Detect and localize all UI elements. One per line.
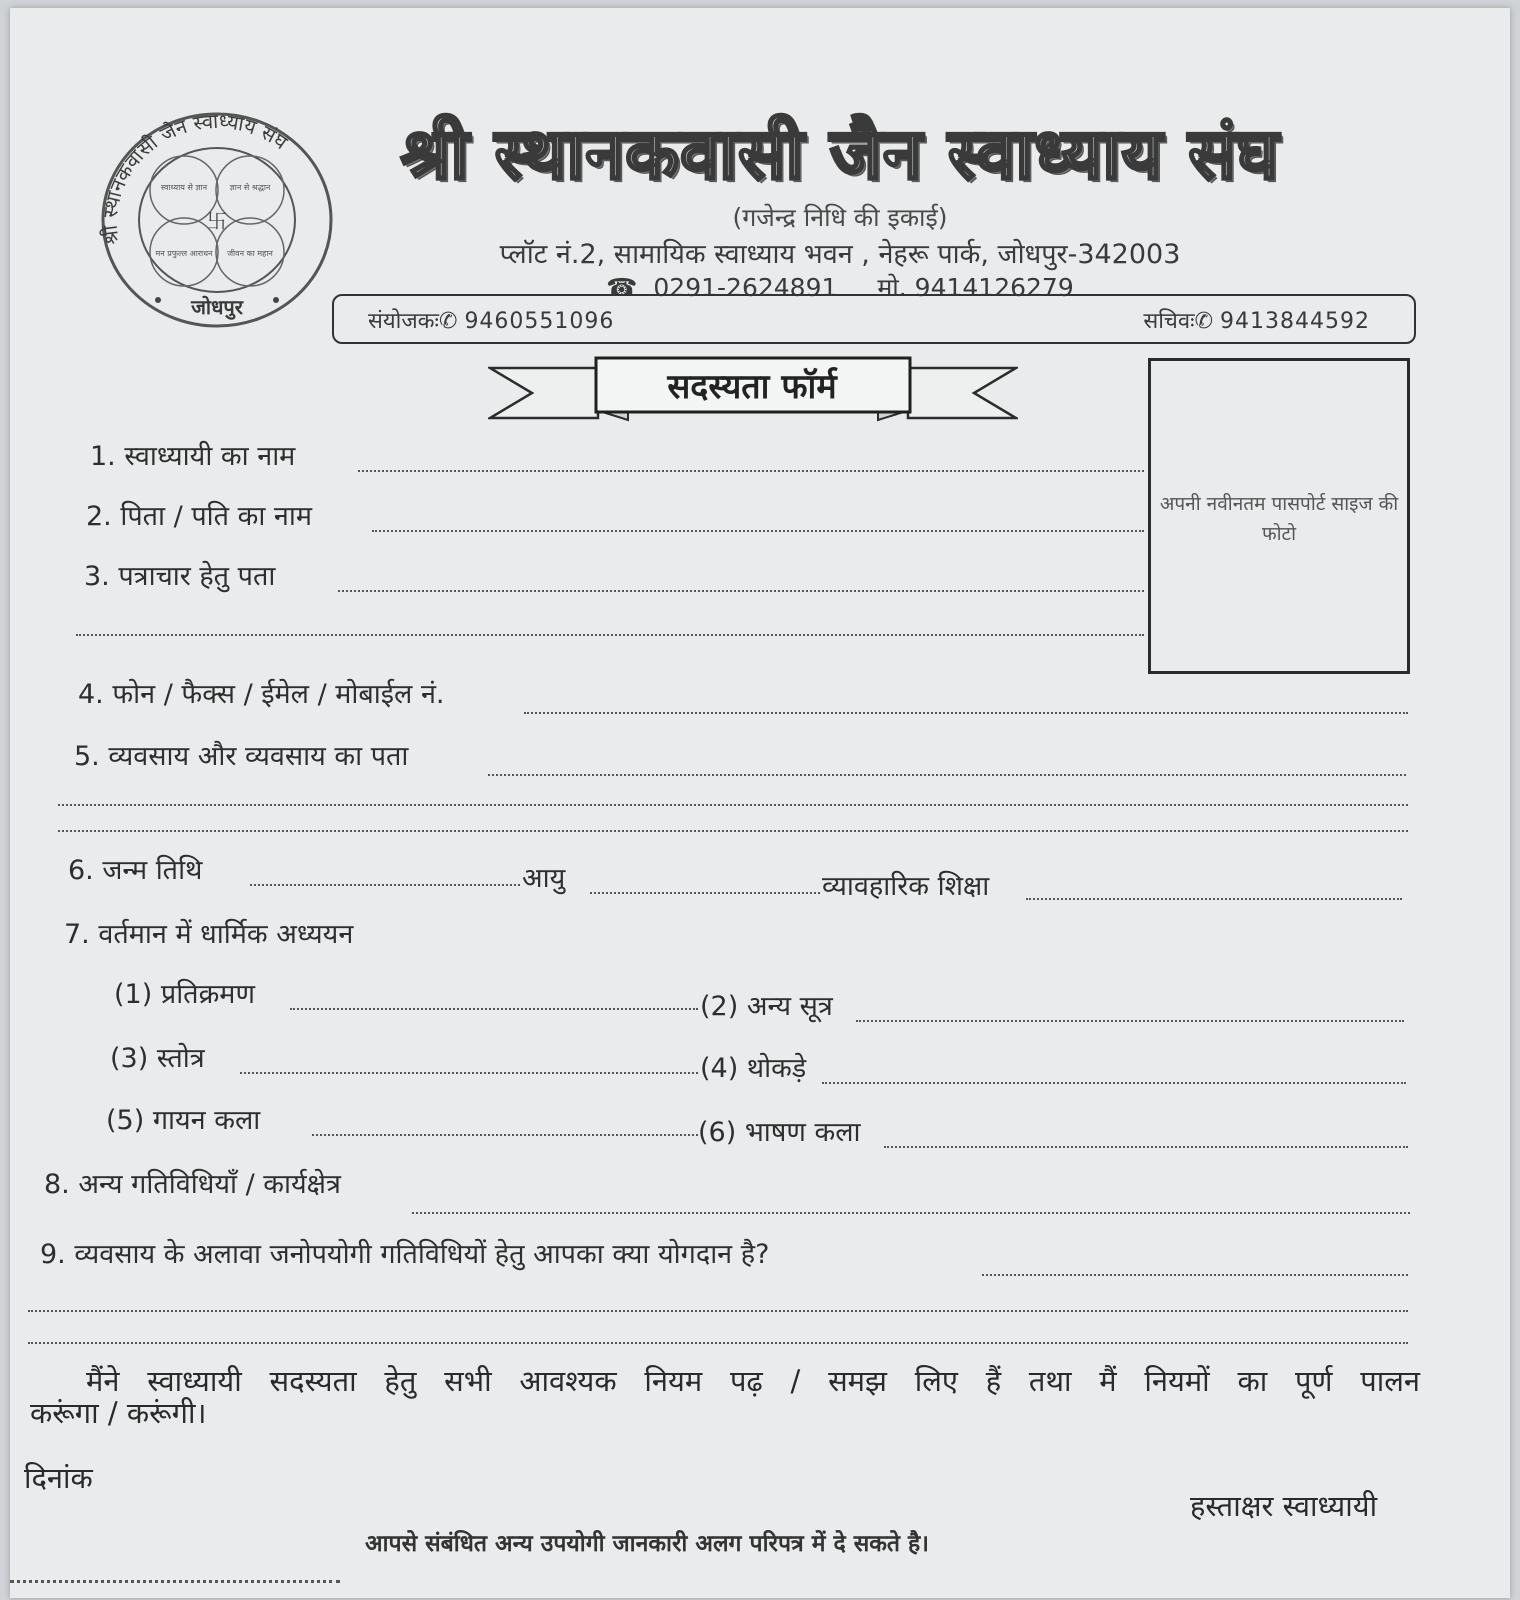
education-input-line[interactable] [1026, 898, 1402, 900]
convener-label: संयोजकः [368, 309, 439, 334]
occupation-input-line-2[interactable] [58, 804, 1408, 806]
contribution-input-line-3[interactable] [28, 1342, 1408, 1344]
occupation-input-line-3[interactable] [58, 830, 1408, 832]
thokde-input-line[interactable] [822, 1082, 1406, 1084]
contribution-input-line-1[interactable] [982, 1274, 1408, 1276]
pratikraman-input-line[interactable] [290, 1008, 698, 1010]
field-label-phone-email: 4. फोन / फैक्स / ईमेल / मोबाईल नं. [78, 679, 445, 710]
birthdate-input-line[interactable] [250, 884, 520, 886]
contact-box [332, 294, 1416, 344]
singing-input-line[interactable] [312, 1134, 698, 1136]
declaration-line-2: करूंगा / करूंगी। [30, 1396, 207, 1430]
organization-address: प्लॉट नं.2, सामायिक स्वाध्याय भवन , नेहरू पार्क, जोधपुर-342003 [499, 239, 1181, 270]
secretary-number: 9413844592 [1220, 309, 1370, 334]
photo-instruction: अपनी नवीनतम पासपोर्ट साइज की फोटो [1159, 493, 1399, 545]
field-label-occupation: 5. व्यवसाय और व्यवसाय का पता [74, 741, 409, 772]
svg-text:ज्ञान से श्रद्धान: ज्ञान से श्रद्धान [229, 183, 271, 192]
svg-text:जोधपुर: जोधपुर [191, 295, 243, 319]
field-label-address: 3. पत्राचार हेतु पता [84, 561, 276, 592]
svg-text:स्वाध्याय से ज्ञान: स्वाध्याय से ज्ञान [160, 183, 208, 192]
sangh-seal-logo [98, 108, 336, 332]
address-input-line-2[interactable] [76, 634, 1144, 636]
contribution-input-line-2[interactable] [28, 1310, 1408, 1312]
footer-note: आपसे संबंधित अन्य उपयोगी जानकारी अलग परिपत्र में दे सकते है। [365, 1531, 929, 1557]
address-input-line-1[interactable] [338, 590, 1144, 592]
svg-text:श्री स्थानकवासी जैन स्वाध्याय: श्री स्थानकवासी जैन स्वाध्याय संघ [98, 108, 293, 247]
study-label-other-sutra: (2) अन्य सूत्र [700, 991, 833, 1022]
field-label-religious-study: 7. वर्तमान में धार्मिक अध्ययन [64, 919, 354, 950]
study-label-thokde: (4) थोकड़े [700, 1053, 807, 1084]
field-label-age: आयु [522, 863, 566, 894]
secretary-label: सचिवः [1143, 309, 1195, 334]
field-label-contribution: 9. व्यवसाय के अलावा जनोपयोगी गतिविधियों हेतु आपका क्या योगदान है? [40, 1239, 770, 1270]
field-label-education: व्यावहारिक शिक्षा [822, 871, 990, 902]
phone-icon: ✆ [1194, 309, 1214, 334]
field-label-name: 1. स्वाध्यायी का नाम [90, 441, 296, 472]
form-title: सदस्यता फॉर्म [667, 367, 837, 407]
study-label-speech: (6) भाषण कला [698, 1117, 861, 1148]
stotra-input-line[interactable] [240, 1072, 698, 1074]
convener-contact [368, 305, 614, 335]
father-husband-input-line[interactable] [372, 530, 1144, 532]
svg-text:मन प्रफुल्ल आराधन: मन प्रफुल्ल आराधन [155, 249, 213, 258]
secretary-contact [1143, 305, 1370, 335]
phone-icon: ✆ [439, 309, 458, 334]
study-label-pratikraman: (1) प्रतिक्रमण [114, 979, 255, 1010]
declaration-line-1: मैंने स्वाध्यायी सदस्यता हेतु सभी आवश्यक नियम पढ़ / समझ लिए हैं तथा मैं नियमों का पूर्ण पालन [86, 1364, 1420, 1398]
organization-title: श्री स्थानकवासी जैन स्वाध्याय संघ [400, 112, 1280, 195]
age-input-line[interactable] [590, 892, 820, 894]
field-label-birthdate: 6. जन्म तिथि [68, 855, 203, 886]
bottom-dotted-line [10, 1580, 340, 1583]
phone-icon: ☎ [606, 273, 638, 302]
study-label-singing: (5) गायन कला [106, 1105, 261, 1136]
svg-text:जीवन का महान: जीवन का महान [227, 249, 273, 258]
signature-label: हस्ताक्षर स्वाध्यायी [1190, 1489, 1378, 1523]
svg-text:卐: 卐 [207, 209, 227, 233]
organization-subtitle: (गजेन्द्र निधि की इकाई) [732, 203, 948, 232]
other-sutra-input-line[interactable] [856, 1020, 1404, 1022]
mobile-number: मो. 9414126279 [877, 273, 1074, 302]
other-activities-input-line[interactable] [412, 1212, 1410, 1214]
field-label-other-activities: 8. अन्य गतिविधियाँ / कार्यक्षेत्र [44, 1169, 341, 1200]
date-label: दिनांक [24, 1461, 93, 1495]
occupation-input-line-1[interactable] [488, 774, 1406, 776]
name-input-line[interactable] [358, 470, 1144, 472]
study-label-stotra: (3) स्तोत्र [110, 1043, 205, 1074]
speech-input-line[interactable] [884, 1146, 1408, 1148]
field-label-father-husband: 2. पिता / पति का नाम [86, 501, 313, 532]
convener-number: 9460551096 [464, 309, 615, 334]
phone-number: 0291-2624891 [653, 273, 838, 302]
phone-email-input-line[interactable] [524, 712, 1408, 714]
photo-box [1148, 358, 1410, 674]
membership-form-sheet [10, 8, 1510, 1598]
